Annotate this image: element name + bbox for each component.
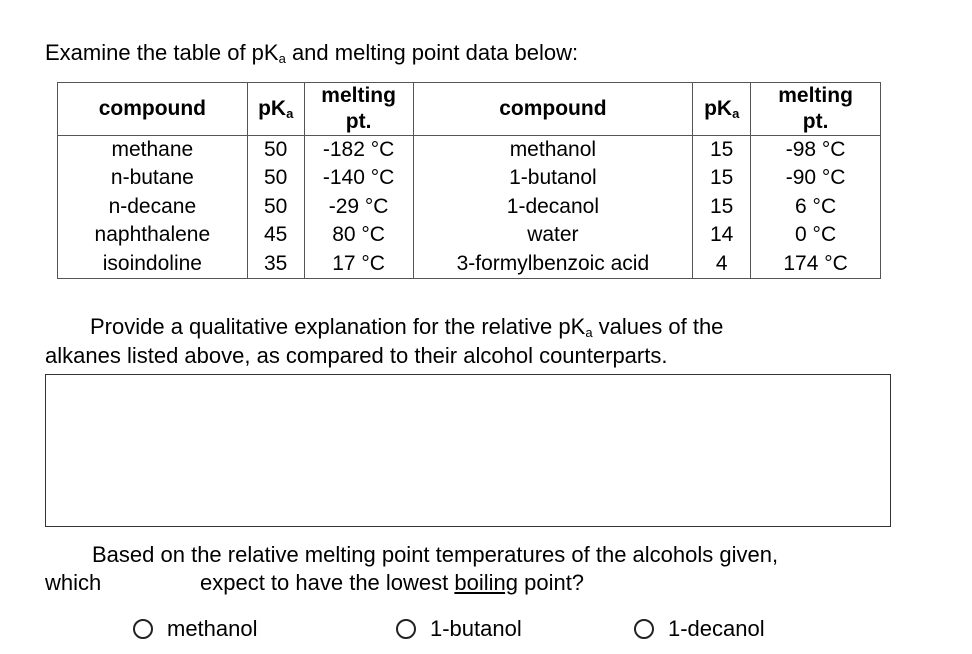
alkane-pka: 50	[247, 164, 304, 192]
alcohol-pka: 15	[693, 193, 751, 221]
alkane-mp: 17 °C	[304, 250, 413, 279]
option-label: 1-butanol	[430, 616, 522, 641]
alkane-mp: -140 °C	[304, 164, 413, 192]
alkane-name: isoindoline	[58, 250, 248, 279]
header-melting-point: melting pt.	[304, 83, 413, 136]
alcohol-mp: 6 °C	[751, 193, 881, 221]
alkane-pka: 50	[247, 136, 304, 165]
alkane-name: n-butane	[58, 164, 248, 192]
alkane-mp: -29 °C	[304, 193, 413, 221]
table-row	[58, 193, 881, 221]
intro-text: Examine the table of $pK_a$ and melting point data below:	[45, 40, 579, 66]
question-2-which: which	[45, 570, 102, 595]
header-pka-2: $pK_a$	[693, 83, 751, 136]
table-row	[58, 221, 881, 249]
header-pka: $pK_a$	[247, 83, 304, 136]
alcohol-name: methanol	[413, 136, 693, 165]
alcohol-pka: 4	[693, 250, 751, 279]
header-compound: compound	[58, 83, 248, 136]
question-1-text	[45, 312, 875, 370]
alkane-mp: 80 °C	[304, 221, 413, 249]
table-row	[58, 136, 881, 165]
option-label: 1-decanol	[668, 616, 765, 641]
alcohol-name: 1-butanol	[413, 164, 693, 192]
answer-text-box[interactable]	[45, 374, 891, 527]
alkane-pka: 50	[247, 193, 304, 221]
question-1-line-2: alkanes listed above, as compared to their alcohol counterparts.	[45, 343, 668, 368]
question-2-line-2: expect to have the lowest boiling point?	[200, 570, 585, 595]
option-methanol[interactable]	[133, 616, 258, 642]
question-2-line-1: Based on the relative melting point temperatures of the alcohols given,	[92, 542, 779, 567]
option-1-butanol[interactable]	[396, 616, 522, 642]
alcohol-mp: -90 °C	[751, 164, 881, 192]
alkane-pka: 35	[247, 250, 304, 279]
radio-circle-icon[interactable]	[396, 619, 416, 639]
alkane-name: naphthalene	[58, 221, 248, 249]
header-compound-2: compound	[413, 83, 693, 136]
radio-circle-icon[interactable]	[634, 619, 654, 639]
radio-circle-icon[interactable]	[133, 619, 153, 639]
alkane-pka: 45	[247, 221, 304, 249]
alcohol-pka: 15	[693, 136, 751, 165]
alkane-name: methane	[58, 136, 248, 165]
alkane-mp: -182 °C	[304, 136, 413, 165]
table-header-row	[58, 83, 881, 136]
option-label: methanol	[167, 616, 258, 641]
alcohol-mp: 174 °C	[751, 250, 881, 279]
alcohol-pka: 15	[693, 164, 751, 192]
header-melting-point-2: melting pt.	[751, 83, 881, 136]
option-1-decanol[interactable]	[634, 616, 765, 642]
table-row	[58, 164, 881, 192]
alcohol-name: 1-decanol	[413, 193, 693, 221]
alcohol-mp: 0 °C	[751, 221, 881, 249]
table-row	[58, 250, 881, 279]
alcohol-name: water	[413, 221, 693, 249]
alcohol-name: 3-formylbenzoic acid	[413, 250, 693, 279]
alcohol-mp: -98 °C	[751, 136, 881, 165]
alkane-name: n-decane	[58, 193, 248, 221]
pka-melting-table	[57, 82, 881, 279]
alcohol-pka: 14	[693, 221, 751, 249]
question-1-line-1: Provide a qualitative explanation for the relative $pK_a$ values of the	[90, 314, 724, 340]
